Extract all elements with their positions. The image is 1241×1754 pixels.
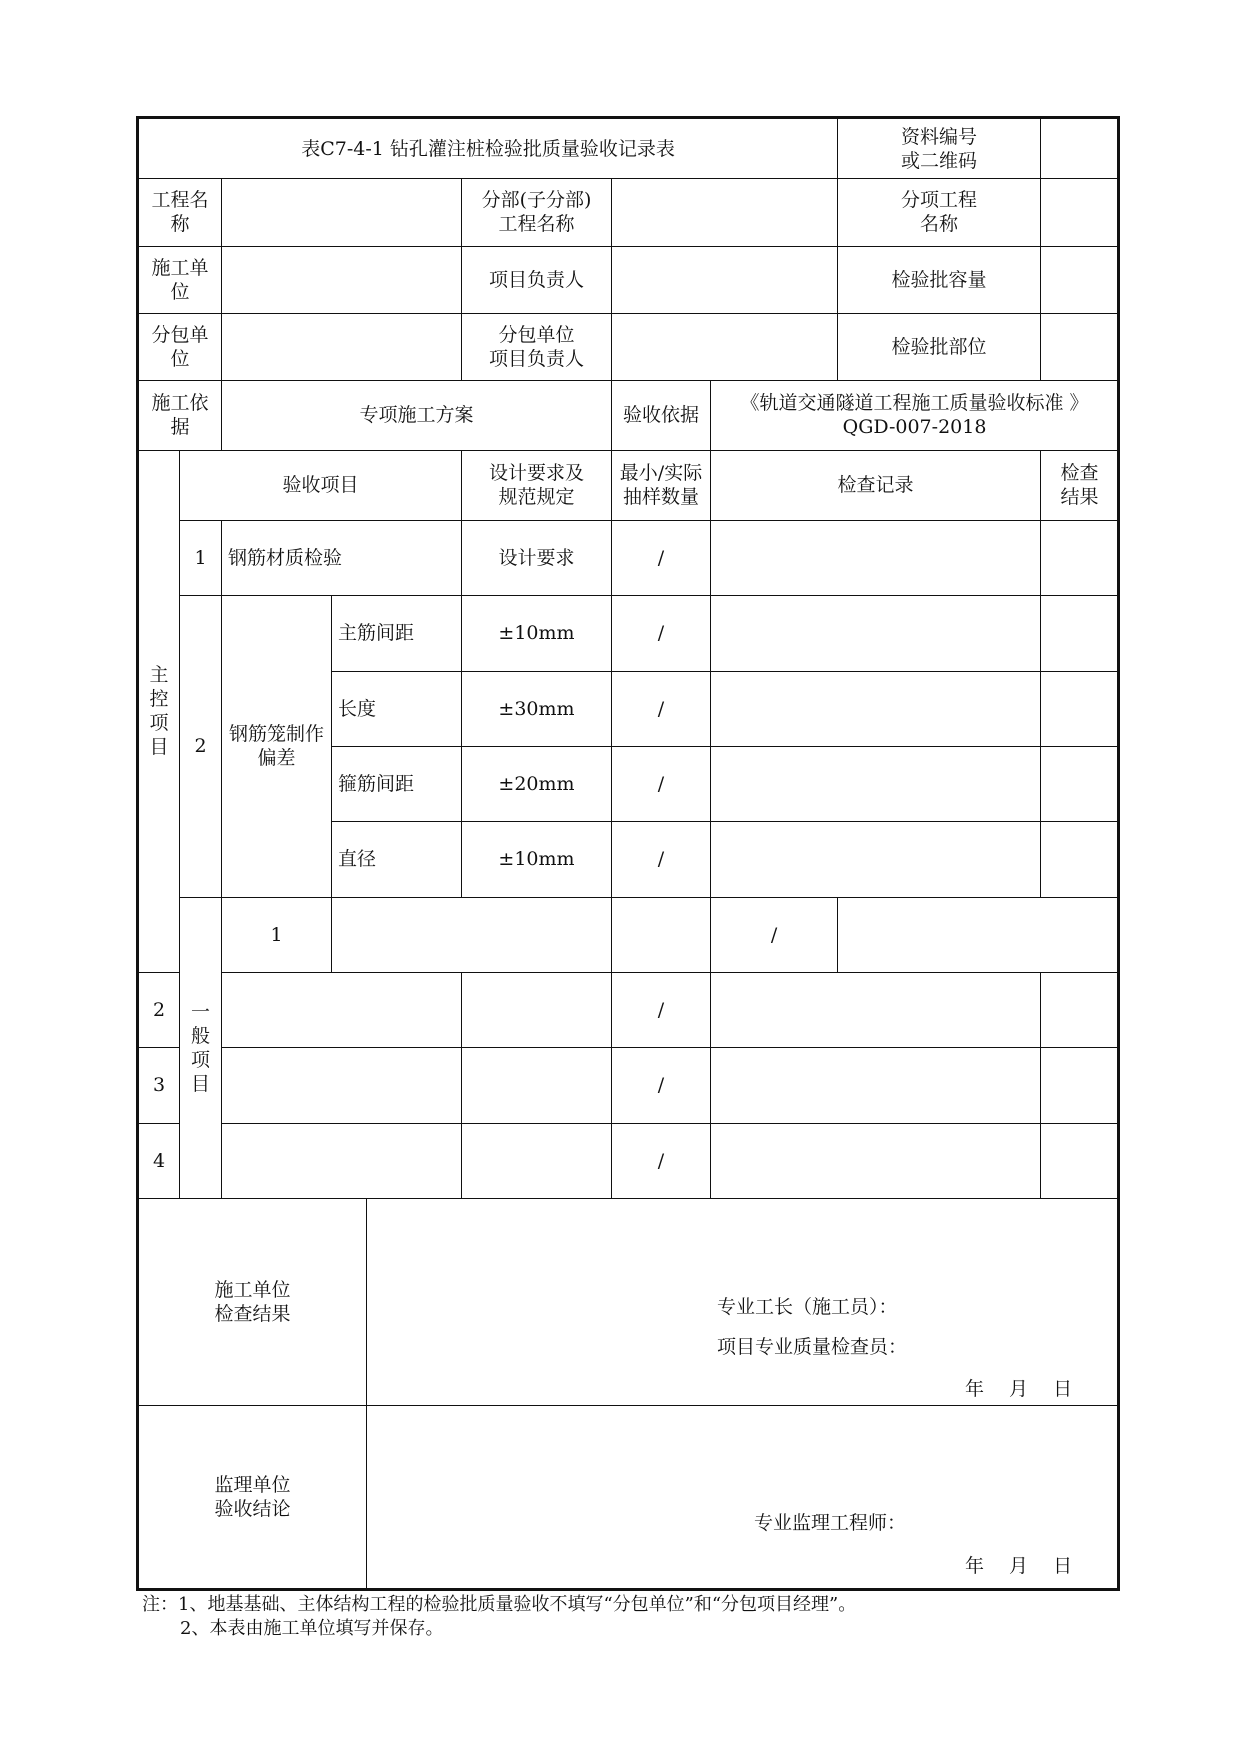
main-row2-sub1-record[interactable]: [711, 596, 1041, 671]
general-row2-record[interactable]: [711, 972, 1041, 1047]
main-row1-design: 设计要求: [462, 520, 612, 595]
main-row2-sub2-result[interactable]: [1041, 671, 1119, 746]
general-row1-name[interactable]: [332, 897, 612, 972]
main-row2-sub2-design: ±30mm: [462, 671, 612, 746]
general-row4-record[interactable]: [711, 1123, 1041, 1198]
col-header-result: 检查 结果: [1041, 450, 1119, 520]
main-row2-sub3-result[interactable]: [1041, 746, 1119, 821]
item-project-field[interactable]: [1041, 179, 1119, 246]
col-header-sample: 最小/实际 抽样数量: [612, 450, 711, 520]
main-row1-name: 钢筋材质检验: [222, 520, 462, 595]
construction-basis-value: 专项施工方案: [222, 381, 612, 450]
col-header-record: 检查记录: [711, 450, 1041, 520]
main-row1-record[interactable]: [711, 520, 1041, 595]
sub-project-label: 分部(子分部) 工程名称: [462, 179, 612, 246]
contractor-check-label: 施工单位 检查结果: [138, 1198, 367, 1405]
construction-basis-label: 施工依据: [138, 381, 222, 450]
sub-lead-field[interactable]: [612, 313, 838, 380]
main-row2-sub2-sample[interactable]: /: [612, 671, 711, 746]
main-row2-sub3-design: ±20mm: [462, 746, 612, 821]
main-row2-sub1-result[interactable]: [1041, 596, 1119, 671]
general-row3-name[interactable]: [222, 1048, 462, 1123]
doc-number-field[interactable]: [1041, 118, 1119, 179]
main-row2-sub4-name: 直径: [332, 822, 462, 897]
general-row1-record[interactable]: [838, 897, 1119, 972]
general-row4-sample[interactable]: /: [612, 1123, 711, 1198]
general-row4-design[interactable]: [462, 1123, 612, 1198]
general-row4-no: 4: [138, 1123, 180, 1198]
supervisor-area[interactable]: [367, 1405, 1119, 1589]
project-name-field[interactable]: [222, 179, 462, 246]
general-row3-design[interactable]: [462, 1048, 612, 1123]
col-header-design: 设计要求及 规范规定: [462, 450, 612, 520]
supervisor-engineer-label: 专业监理工程师：: [754, 1511, 907, 1534]
general-row3-result[interactable]: [1041, 1048, 1119, 1123]
general-row3-record[interactable]: [711, 1048, 1041, 1123]
batch-part-label: 检验批部位: [838, 313, 1041, 380]
project-name-label: 工程名称: [138, 179, 222, 246]
general-label: 一 般 项 目: [180, 897, 222, 1198]
main-row2-sub4-record[interactable]: [711, 822, 1041, 897]
batch-capacity-label: 检验批容量: [838, 246, 1041, 313]
note-line-1: 注：1、地基基础、主体结构工程的检验批质量验收不填写“分包单位”和“分包项目经理”。: [142, 1594, 857, 1615]
main-row1-sample[interactable]: /: [612, 520, 711, 595]
general-row4-name[interactable]: [222, 1123, 462, 1198]
main-row2-sub2-name: 长度: [332, 671, 462, 746]
main-row2-sub2-record[interactable]: [711, 671, 1041, 746]
general-row1-no: 1: [222, 897, 332, 972]
inspector-signature-label: 项目专业质量检查员：: [717, 1335, 908, 1358]
acceptance-basis-value: 《轨道交通隧道工程施工质量验收标准 》 QGD-007-2018: [711, 381, 1119, 450]
general-row4-result[interactable]: [1041, 1123, 1119, 1198]
main-row2-sub4-sample[interactable]: /: [612, 822, 711, 897]
batch-capacity-field[interactable]: [1041, 246, 1119, 313]
contractor-check-area[interactable]: [367, 1198, 1119, 1405]
main-row2-sub1-design: ±10mm: [462, 596, 612, 671]
main-row2-sub3-record[interactable]: [711, 746, 1041, 821]
project-lead-field[interactable]: [612, 246, 838, 313]
foreman-signature-label: 专业工长（施工员）：: [717, 1295, 898, 1318]
main-row2-sub1-name: 主筋间距: [332, 596, 462, 671]
main-row2-sub3-name: 箍筋间距: [332, 746, 462, 821]
general-row2-result[interactable]: [1041, 972, 1119, 1047]
inspection-record-table: [136, 116, 1120, 1591]
form-title: 表C7-4-1 钻孔灌注桩检验批质量验收记录表: [138, 118, 838, 179]
supervisor-label: 监理单位 验收结论: [138, 1405, 367, 1589]
general-row2-sample[interactable]: /: [612, 972, 711, 1047]
main-row2-sub4-design: ±10mm: [462, 822, 612, 897]
general-row2-design[interactable]: [462, 972, 612, 1047]
main-row2-no: 2: [180, 596, 222, 897]
general-row1-design[interactable]: [612, 897, 711, 972]
project-lead-label: 项目负责人: [462, 246, 612, 313]
main-row1-no: 1: [180, 520, 222, 595]
contractor-label: 施工单位: [138, 246, 222, 313]
sub-lead-label: 分包单位 项目负责人: [462, 313, 612, 380]
item-project-label: 分项工程 名称: [838, 179, 1041, 246]
contractor-field[interactable]: [222, 246, 462, 313]
col-header-item: 验收项目: [180, 450, 462, 520]
general-row2-name[interactable]: [222, 972, 462, 1047]
sub-project-field[interactable]: [612, 179, 838, 246]
note-line-2: 2、本表由施工单位填写并保存。: [180, 1618, 444, 1639]
acceptance-basis-label: 验收依据: [612, 381, 711, 450]
main-row2-sub4-result[interactable]: [1041, 822, 1119, 897]
main-row2-sub1-sample[interactable]: /: [612, 596, 711, 671]
general-row3-no: 3: [138, 1048, 180, 1123]
main-row2-sub3-sample[interactable]: /: [612, 746, 711, 821]
general-row2-no: 2: [138, 972, 180, 1047]
subcontractor-label: 分包单位: [138, 313, 222, 380]
supervisor-date-label: 年 月 日: [965, 1554, 1073, 1577]
main-row1-result[interactable]: [1041, 520, 1119, 595]
subcontractor-field[interactable]: [222, 313, 462, 380]
general-row3-sample[interactable]: /: [612, 1048, 711, 1123]
contractor-date-label: 年 月 日: [965, 1377, 1073, 1400]
general-row1-sample[interactable]: /: [711, 897, 838, 972]
doc-number-label: 资料编号 或二维码: [838, 118, 1041, 179]
main-control-label: 主 控 项 目: [138, 450, 180, 972]
batch-part-field[interactable]: [1041, 313, 1119, 380]
main-row2-name: 钢筋笼制作 偏差: [222, 596, 332, 897]
